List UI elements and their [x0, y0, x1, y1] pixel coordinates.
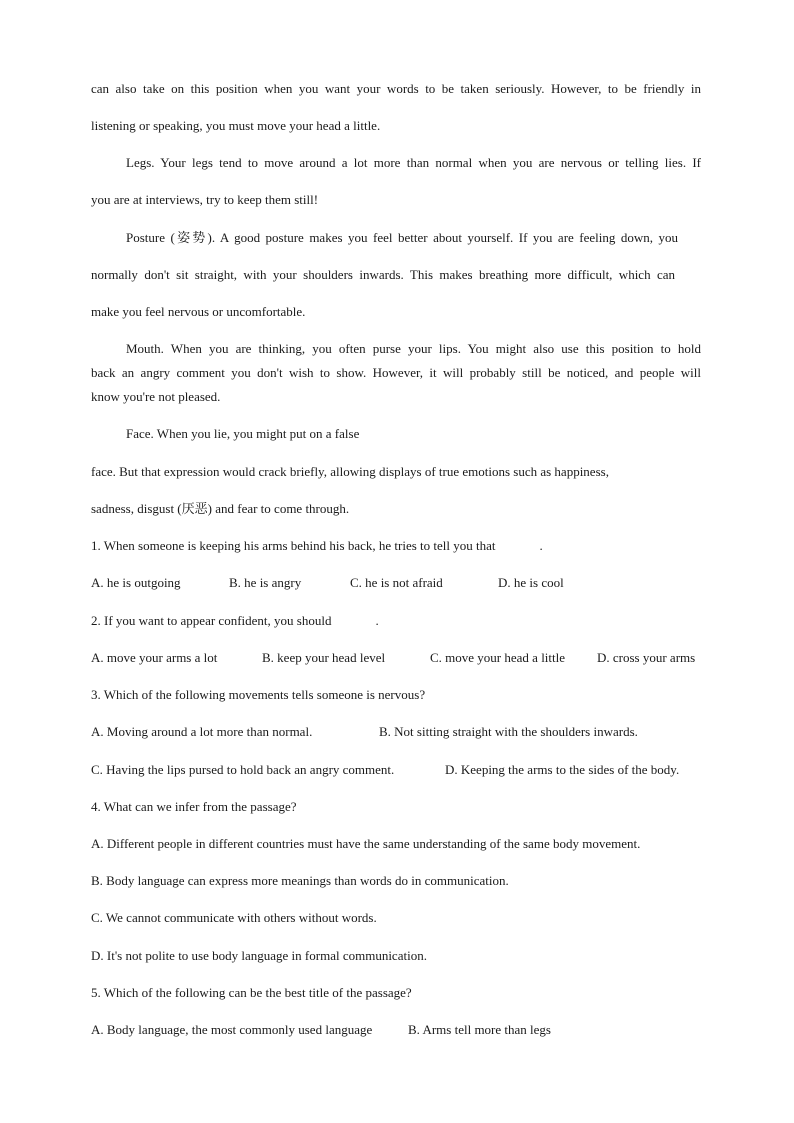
question-3-option-c: C. Having the lips pursed to hold back an angry comment.	[91, 762, 395, 777]
passage-mouth-line-3: know you're not pleased.	[91, 389, 221, 404]
question-4-stem: 4. What can we infer from the passage?	[91, 799, 297, 814]
question-1-stem	[91, 538, 543, 554]
answer-blank	[331, 624, 375, 625]
question-1-option-a: A. he is outgoing	[91, 575, 181, 590]
passage-posture-line-3: make you feel nervous or uncomfortable.	[91, 304, 306, 319]
question-3-option-b: B. Not sitting straight with the shoulders inwards.	[379, 724, 638, 739]
passage-face-line-1: Face. When you lie, you might put on a false	[126, 426, 360, 441]
question-2-option-c: C. move your head a little	[430, 650, 566, 665]
question-3-option-d: D. Keeping the arms to the sides of the body.	[445, 762, 680, 777]
passage-mouth-line-2: back an angry comment you don't wish to show. However, it will probably still be noticed, and people will	[91, 365, 701, 380]
question-3-option-a: A. Moving around a lot more than normal.	[91, 724, 313, 739]
question-5-option-a: A. Body language, the most commonly used language	[91, 1022, 373, 1037]
question-4-option-b: B. Body language can express more meanings than words do in communication.	[91, 873, 509, 888]
question-4-option-c: C. We cannot communicate with others without words.	[91, 910, 377, 925]
question-1-option-c: C. he is not afraid	[350, 575, 443, 590]
question-1-option-d: D. he is cool	[498, 575, 564, 590]
question-4-option-a: A. Different people in different countries must have the same understanding of the same body movement.	[91, 836, 641, 851]
passage-head-line-1: can also take on this position when you want your words to be taken seriously. However, to be friendly in	[91, 81, 701, 96]
question-3-stem: 3. Which of the following movements tells someone is nervous?	[91, 687, 426, 702]
question-1-period: .	[539, 538, 543, 553]
passage-head-line-2: listening or speaking, you must move your head a little.	[91, 118, 381, 133]
answer-blank	[496, 549, 540, 550]
question-2-option-b: B. keep your head level	[262, 650, 386, 665]
question-1-text: 1. When someone is keeping his arms behind his back, he tries to tell you that	[91, 538, 496, 553]
passage-mouth-line-1: Mouth. When you are thinking, you often purse your lips. You might also use this position to hold	[126, 341, 701, 356]
question-5-stem: 5. Which of the following can be the best title of the passage?	[91, 985, 412, 1000]
question-1-option-b: B. he is angry	[229, 575, 302, 590]
question-4-option-d: D. It's not polite to use body language in formal communication.	[91, 948, 427, 963]
question-2-period: .	[375, 613, 379, 628]
passage-face-line-3: sadness, disgust (厌恶) and fear to come through.	[91, 501, 350, 516]
passage-posture-line-2: normally don't sit straight, with your shoulders inwards. This makes breathing more difficult, which can	[91, 267, 675, 282]
passage-legs-line-1: Legs. Your legs tend to move around a lot more than normal when you are nervous or telling lies. If	[126, 155, 701, 170]
passage-face-line-2: face. But that expression would crack briefly, allowing displays of true emotions such as happiness,	[91, 464, 609, 479]
question-2-option-d: D. cross your arms	[597, 650, 696, 665]
question-2-text: 2. If you want to appear confident, you should	[91, 613, 332, 628]
passage-legs-line-2: you are at interviews, try to keep them still!	[91, 192, 319, 207]
question-2-option-a: A. move your arms a lot	[91, 650, 218, 665]
question-5-option-b: B. Arms tell more than legs	[408, 1022, 551, 1037]
question-2-stem	[91, 613, 379, 629]
passage-posture-line-1: Posture (姿势). A good posture makes you feel better about yourself. If you are feeling down, you	[126, 230, 678, 245]
